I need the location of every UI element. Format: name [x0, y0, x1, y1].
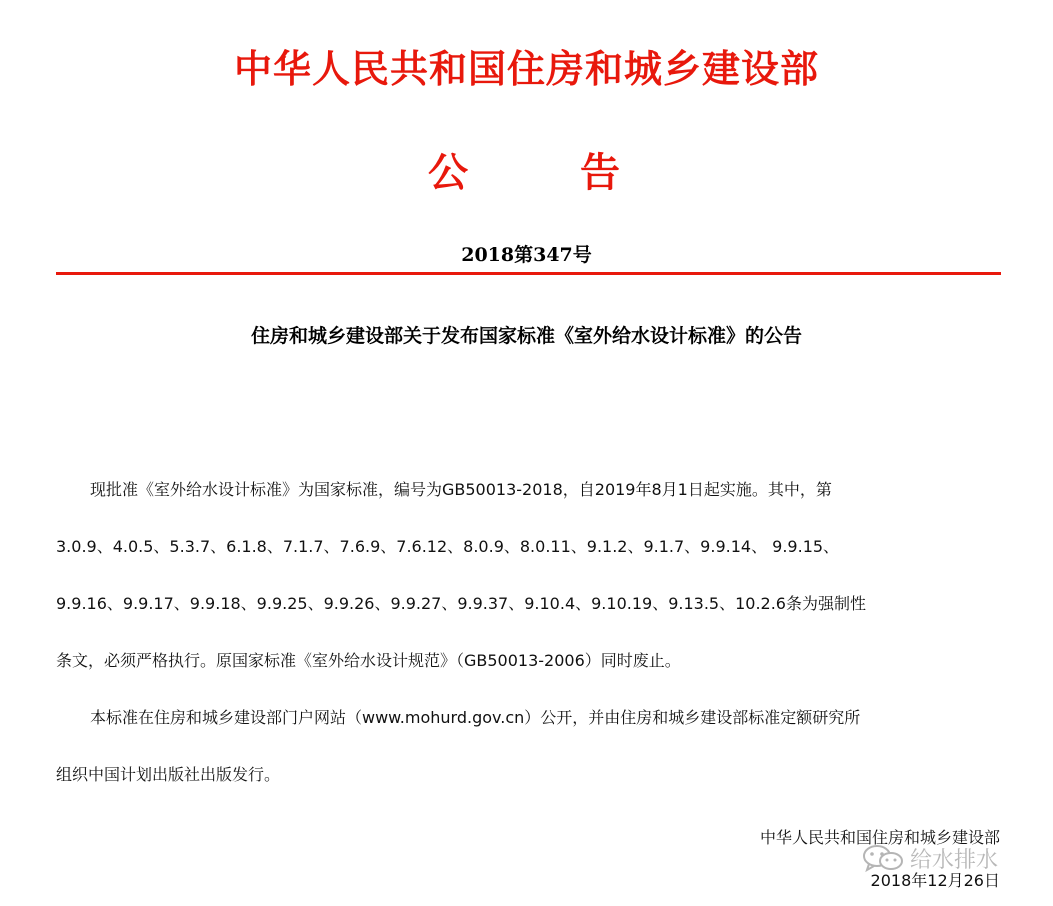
signature-organization: 中华人民共和国住房和城乡建设部	[759, 828, 1000, 847]
issuing-organization: 中华人民共和国住房和城乡建设部	[233, 46, 819, 91]
announcement-date: 2018年12月26日	[870, 871, 1000, 890]
body-line-3: 9.9.16、9.9.17、9.9.18、9.9.25、9.9.26、9.9.27、9.9.37、9.10.4、9.10.19、9.13.5、10.2.6条为强制性	[56, 594, 866, 613]
announcement-title: 住房和城乡建设部关于发布国家标准《室外给水设计标准》的公告	[250, 325, 802, 347]
document-number: 2018第347号	[461, 244, 592, 266]
body-line-1: 现批准《室外给水设计标准》为国家标准，编号为GB50013-2018，自2019年8月1日起实施。其中，第	[90, 480, 832, 499]
doc-type-char-1: 公	[428, 149, 468, 196]
watermark-text: 给水排水	[910, 847, 999, 873]
body-line-2: 3.0.9、4.0.5、5.3.7、6.1.8、7.1.7、7.6.9、7.6.12、8.0.9、8.0.11、9.1.2、9.1.7、9.9.14、 9.9.15、	[56, 537, 840, 556]
body-line-4: 条文，必须严格执行。原国家标准《室外给水设计规范》（GB50013-2006）同时废止。	[56, 651, 681, 670]
red-divider	[56, 272, 1001, 275]
doc-type-char-2: 告	[580, 149, 620, 196]
body-line-5: 本标准在住房和城乡建设部门户网站（www.mohurd.gov.cn）公开，并由住房和城乡建设部标准定额研究所	[90, 708, 861, 727]
body-line-6: 组织中国计划出版社出版发行。	[56, 765, 281, 784]
